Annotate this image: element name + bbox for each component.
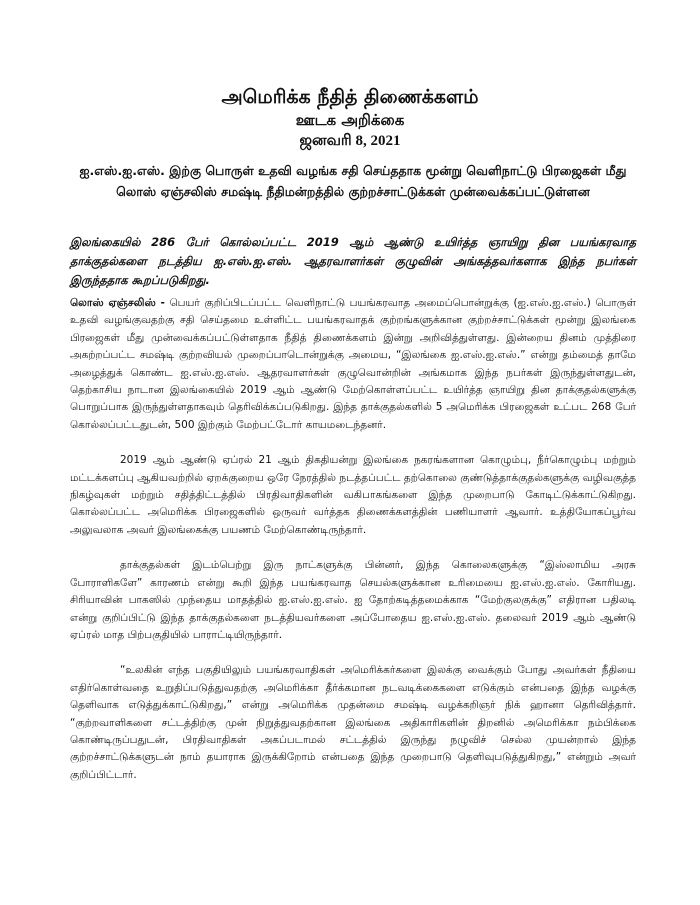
body-text [70,295,636,802]
subheadline: இலங்கையில் 286 பேர் கொல்லப்பட்ட 2019 ஆம் ஆண்டு உயிர்த்த ஞாயிறு தின பயங்கரவாத தாக்குதல்களை நடத்திய ஐ.எஸ்.ஐ.எஸ். ஆதரவாளர்கள் குழுவின் அங்கத்தவர்களாக இந்த நபர்கள் இருந்ததாக கூறப்படுகிறது. [70,235,636,287]
organization-title: அமெரிக்க நீதித் திணைக்களம் [221,86,479,108]
paragraph-3: தாக்குதல்கள் இடம்பெற்று இரு நாட்களுக்கு பின்னர், இந்த கொலைகளுக்கு “இஸ்லாமிய அரசு போராளிகளே” காரணம் என்று கூறி இந்த பயங்கரவாத செயல்களுக்கான உரிமையை ஐ.எஸ்.ஐ.எஸ். கோரியது. சிரியாவின் பாகஸில் முந்தைய மாதத்தில் ஐ.எஸ்.ஐ.எஸ். ஐ தோற்கடித்தமைக்காக “மேற்குலகுக்கு” எதிரான பதிலடி என்று குறிப்பிட்டு இந்த தாக்குதல்களை நடத்தியவர்களை அப்போதைய ஐ.எஸ்.ஐ.எஸ். தலைவர் 2019 ஆம் ஆண்டு ஏப்ரல் மாத பிற்பகுதியில் பாராட்டியிருந்தார். [70,559,636,641]
release-date: ஜனவரி 8, 2021 [299,133,401,149]
document-type: ஊடக அறிக்கை [295,111,405,129]
headline: ஐ.எஸ்.ஐ.எஸ். இற்கு பொருள் உதவி வழங்க சதி செய்ததாக மூன்று வெளிநாட்டு பிரஜைகள் மீது லொஸ் ஏஞ்சலிஸ் சமஷ்டி நீதிமன்றத்தில் குற்றச்சாட்டுக்கள் முன்வைக்கப்பட்டுள்ளன [79,163,627,199]
dateline: லொஸ் ஏஞ்சலிஸ் - [70,297,165,309]
paragraph-4: “உலகின் எந்த பகுதியிலும் பயங்கரவாதிகள் அமெரிக்கர்களை இலக்கு வைக்கும் போது அவர்கள் நீதியை எதிர்கொள்வதை உறுதிப்படுத்துவதற்கு அமெரிக்கா தீர்க்கமான நடவடிக்கைகளை எடுக்கும் என்பதை இந்த வழக்கு தெளிவாக எடுத்துக்காட்டுகிறது,” என்று அமெரிக்க முதன்மை சமஷ்டி வழக்கறிஞர் நிக் ஹானா தெரிவித்தார். “குற்றவாளிகளை சட்டத்திற்கு முன் நிறுத்துவதற்கான இலங்கை அதிகாரிகளின் திறனில் அமெரிக்கா நம்பிக்கை கொண்டிருப்பதுடன், பிரதிவாதிகள் அகப்படாமல் சட்டத்தில் இருந்து நழுவிச் செல்ல முயன்றால் இந்த குற்றச்சாட்டுக்களுடன் நாம் தயாராக இருக்கிறோம் என்பதை இந்த முறைபாடு தெளிவுபடுத்துகிறது,” என்றும் அவர் குறிப்பிட்டார். [70,664,636,781]
document-header [0,84,700,152]
paragraph-1-text: பெயர் குறிப்பிடப்பட்ட வெளிநாட்டு பயங்கரவாத அமைப்பொன்றுக்கு (ஐ.எஸ்.ஐ.எஸ்.) பொருள் உதவி வழங்குவதற்கு சதி செய்தமை உள்ளிட்ட பயங்கரவாதக் குற்றங்களுக்கான குற்றச்சாட்டுக்கள் மூன்று இலங்கை பிரஜைகள் மீது முன்வைக்கப்பட்டுள்ளதாக நீதித் திணைக்களம் இன்று அறிவித்துள்ளது. இன்றைய தினம் முத்திரை அகற்றப்பட்ட சமஷ்டி குற்றவியல் முறைப்பாடொன்றுக்கு அமைய, “இலங்கை ஐ.எஸ்.ஐ.எஸ்.” என்று தம்மைத் தாமே அழைத்துக் கொண்ட ஐ.எஸ்.ஐ.எஸ். ஆதரவாளர்கள் குழுவொன்றின் அங்கமாக இந்த நபர்கள் இருந்துள்ளதுடன், தெற்காசிய நாடான இலங்கையில் 2019 ஆம் ஆண்டு மேற்கொள்ளப்பட்ட உயிர்த்த ஞாயிறு தின தாக்குதல்களுக்கு பொறுப்பாக இருந்துள்ளதாகவும் தெரிவிக்கப்படுகிறது. இந்த தாக்குதல்களில் 5 அமெரிக்க பிரஜைகள் உட்பட 268 பேர் கொல்லப்பட்டதுடன், 500 இற்கும் மேற்பட்டோர் காயமடைந்தனர். [70,297,636,431]
paragraph-1 [70,295,636,434]
paragraph-2: 2019 ஆம் ஆண்டு ஏப்ரல் 21 ஆம் திகதியன்று இலங்கை நகரங்களான கொழும்பு, நீர்கொழும்பு மற்றும் மட்டக்களப்பு ஆகியவற்றில் ஏறக்குறைய ஒரே நேரத்தில் நடத்தப்பட்ட தற்கொலை குண்டுத்தாக்குதல்களுக்கு வழிவகுத்த நிகழ்வுகள் மற்றும் சதித்திட்டத்தில் பிரதிவாதிகளின் வகிபாகங்களை இந்த முறைபாடு கோடிட்டுக்காட்டுகிறது. கொல்லப்பட்ட அமெரிக்க பிரஜைகளில் ஒருவர் வர்த்தக திணைக்களத்தின் பணியாளர் ஆவார். உத்தியோகப்பூர்வ அலுவலாக அவர் இலங்கைக்கு பயணம் மேற்கொண்டிருந்தார். [70,454,636,536]
